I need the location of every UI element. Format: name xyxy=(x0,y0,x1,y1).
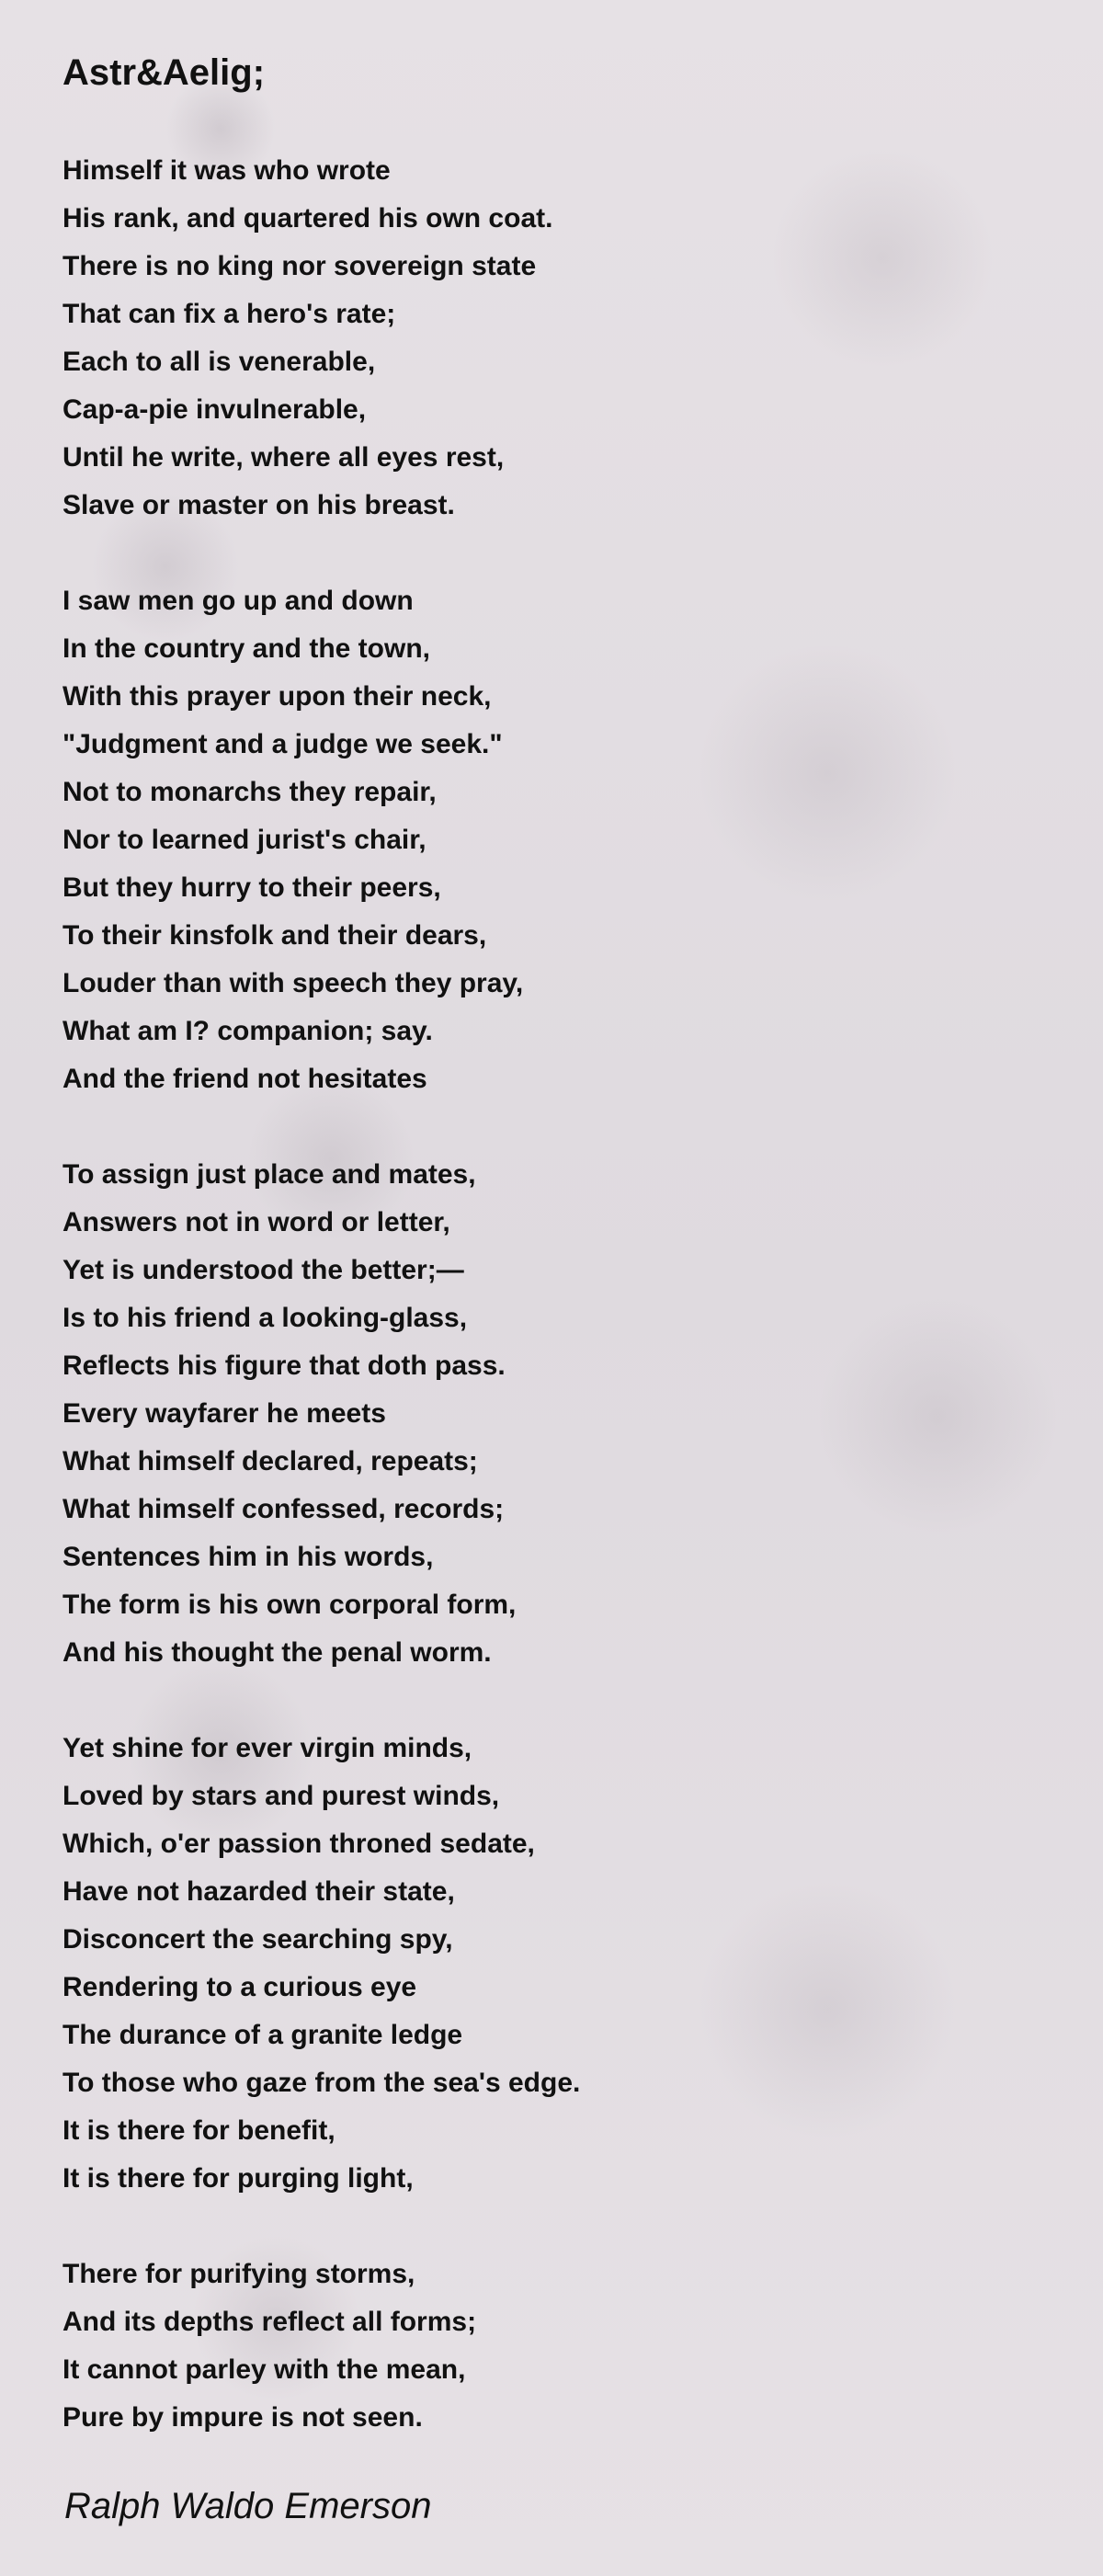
poem-stanza xyxy=(63,577,1037,1103)
poem-container xyxy=(63,46,1037,2490)
poem-line: To those who gaze from the sea's edge. xyxy=(63,2068,581,2098)
poem-line: That can fix a hero's rate; xyxy=(63,299,396,329)
poem-line: Every wayfarer he meets xyxy=(63,1398,386,1429)
poem-line: In the country and the town, xyxy=(63,633,430,664)
poem-line: And the friend not hesitates xyxy=(63,1064,427,1094)
poem-author: Ralph Waldo Emerson xyxy=(64,2486,432,2526)
poem-line: Yet shine for ever virgin minds, xyxy=(63,1733,472,1763)
poem-stanza xyxy=(63,147,1037,530)
poem-line: Pure by impure is not seen. xyxy=(63,2402,423,2433)
poem-line: With this prayer upon their neck, xyxy=(63,681,492,712)
poem-line: The form is his own corporal form, xyxy=(63,1590,517,1620)
poem-line: It cannot parley with the mean, xyxy=(63,2354,466,2385)
poem-line: Not to monarchs they repair, xyxy=(63,777,437,807)
poem-line: Each to all is venerable, xyxy=(63,347,376,377)
poem-line: Which, o'er passion throned sedate, xyxy=(63,1829,535,1859)
poem-line: Nor to learned jurist's chair, xyxy=(63,825,426,855)
poem-line: Answers not in word or letter, xyxy=(63,1207,450,1237)
poem-line: Reflects his figure that doth pass. xyxy=(63,1351,506,1381)
poem-line: "Judgment and a judge we seek." xyxy=(63,729,503,759)
poem-line: To assign just place and mates, xyxy=(63,1159,476,1190)
poem-line: Is to his friend a looking-glass, xyxy=(63,1303,468,1333)
poem-stanza xyxy=(63,2251,1037,2442)
poem-line: Until he write, where all eyes rest, xyxy=(63,442,505,473)
poem-line: There is no king nor sovereign state xyxy=(63,251,537,281)
poem-line: What am I? companion; say. xyxy=(63,1016,433,1046)
poem-line: But they hurry to their peers, xyxy=(63,872,441,903)
poem-line: The durance of a granite ledge xyxy=(63,2020,463,2050)
poem-line: It is there for benefit, xyxy=(63,2115,335,2146)
poem-line: Rendering to a curious eye xyxy=(63,1972,417,2002)
poem-line: To their kinsfolk and their dears, xyxy=(63,920,487,951)
poem-line: Cap-a-pie invulnerable, xyxy=(63,394,367,425)
poem-line: Himself it was who wrote xyxy=(63,155,391,186)
poem-line: Louder than with speech they pray, xyxy=(63,968,524,998)
poem-line: Disconcert the searching spy, xyxy=(63,1924,453,1955)
poem-line: Loved by stars and purest winds, xyxy=(63,1781,500,1811)
poem-body xyxy=(63,147,1037,2442)
poem-line: Yet is understood the better;— xyxy=(63,1255,464,1285)
poem-line: I saw men go up and down xyxy=(63,586,414,616)
poem-line: And his thought the penal worm. xyxy=(63,1637,492,1668)
poem-line: Have not hazarded their state, xyxy=(63,1876,455,1907)
poem-line: It is there for purging light, xyxy=(63,2163,414,2194)
poem-line: What himself declared, repeats; xyxy=(63,1446,478,1476)
poem-line: There for purifying storms, xyxy=(63,2259,415,2289)
poem-line: Sentences him in his words, xyxy=(63,1542,434,1572)
poem-line: Slave or master on his breast. xyxy=(63,490,455,520)
poem-title: Astr&Aelig; xyxy=(63,52,266,93)
poem-line: What himself confessed, records; xyxy=(63,1494,505,1524)
poem-stanza xyxy=(63,1725,1037,2203)
poem-stanza xyxy=(63,1151,1037,1677)
poem-line: His rank, and quartered his own coat. xyxy=(63,203,553,234)
poem-line: And its depths reflect all forms; xyxy=(63,2307,477,2337)
